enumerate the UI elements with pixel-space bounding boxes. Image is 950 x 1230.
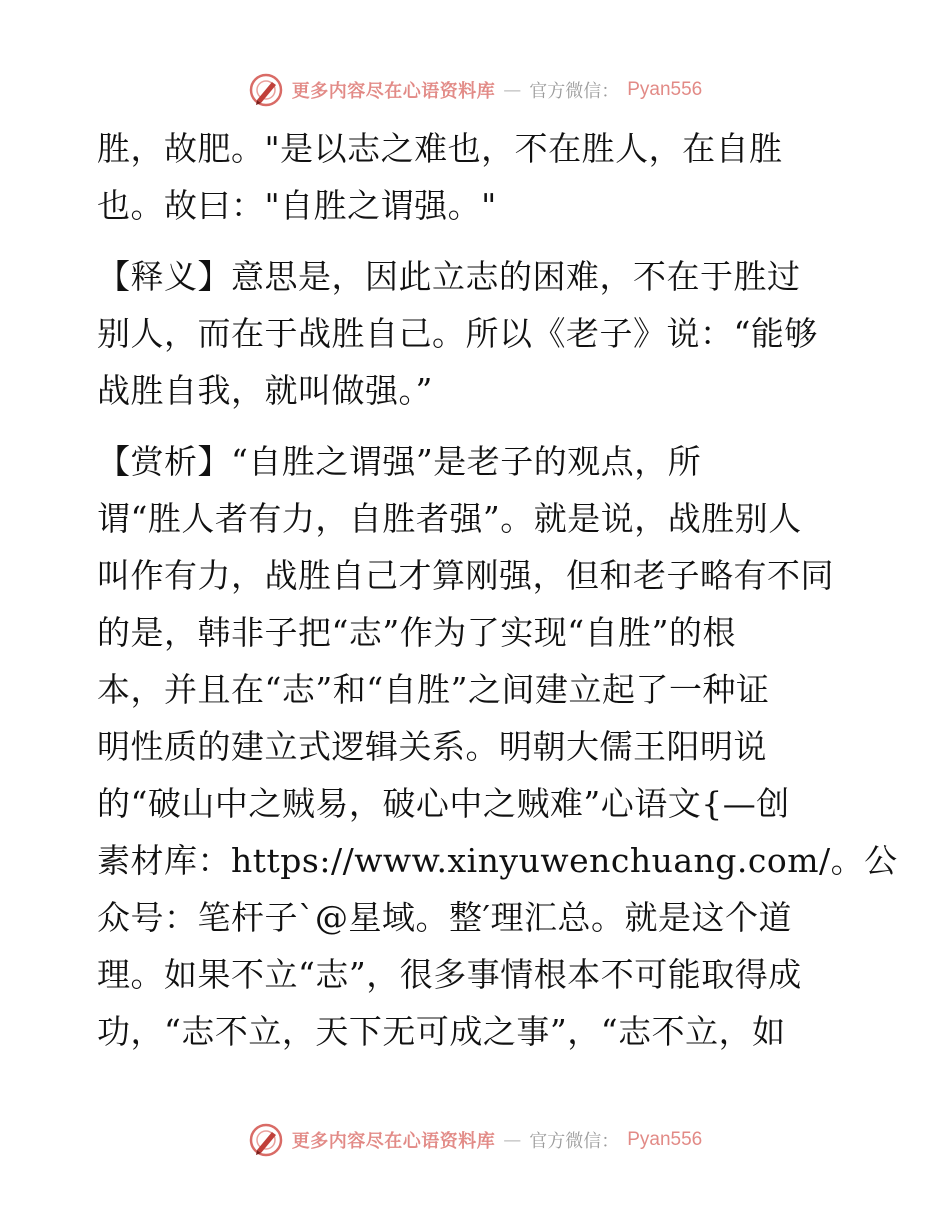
watermark-brand-text: 更多内容尽在心语资料库 [291, 81, 496, 102]
text-line: 胜，故肥。"是以志之难也，不在胜人，在自胜 [97, 129, 783, 168]
watermark-label: 官方微信： [529, 1131, 620, 1152]
watermark-separator: — [503, 1129, 522, 1151]
watermark-separator: — [503, 79, 522, 101]
text-line: 也。故曰："自胜之谓强。" [97, 186, 497, 225]
text-line: 谓“胜人者有力，自胜者强”。就是说，战胜别人 [97, 499, 802, 538]
pen-logo-icon [248, 72, 284, 108]
document-body [97, 120, 898, 1060]
paragraph-quote [97, 120, 857, 234]
text-line: 素材库：https://www.xinyuwenchuang.com/。公 [97, 841, 898, 880]
text-line: 的“破山中之贼易，破心中之贼难”心语文{—创 [97, 784, 790, 823]
text-line: 战胜自我，就叫做强。” [97, 371, 433, 410]
watermark-account: Pyan556 [627, 79, 703, 100]
text-line: 【释义】意思是，因此立志的困难，不在于胜过 [97, 257, 801, 296]
text-line: 本，并且在“志”和“自胜”之间建立起了一种证 [97, 670, 770, 709]
paragraph-analysis [97, 433, 898, 1060]
watermark-brand-text: 更多内容尽在心语资料库 [291, 1131, 496, 1152]
watermark-label: 官方微信： [529, 81, 620, 102]
text-line: 众号：笔杆子`@星域。整′理汇总。就是这个道 [97, 898, 792, 937]
watermark-header [0, 70, 950, 110]
text-line: 明性质的建立式逻辑关系。明朝大儒王阳明说 [97, 727, 767, 766]
watermark-account: Pyan556 [627, 1129, 703, 1150]
text-line: 【赏析】“自胜之谓强”是老子的观点，所 [97, 442, 702, 481]
pen-logo-icon [248, 1122, 284, 1158]
paragraph-interpretation [97, 248, 857, 419]
text-line: 的是，韩非子把“志”作为了实现“自胜”的根 [97, 613, 736, 652]
text-line: 叫作有力，战胜自己才算刚强，但和老子略有不同 [97, 556, 834, 595]
text-line: 理。如果不立“志”，很多事情根本不可能取得成 [97, 955, 802, 994]
text-line: 别人，而在于战胜自己。所以《老子》说：“能够 [97, 314, 818, 353]
text-line: 功，“志不立，天下无可成之事”，“志不立，如 [97, 1012, 786, 1051]
watermark-footer [0, 1120, 950, 1160]
